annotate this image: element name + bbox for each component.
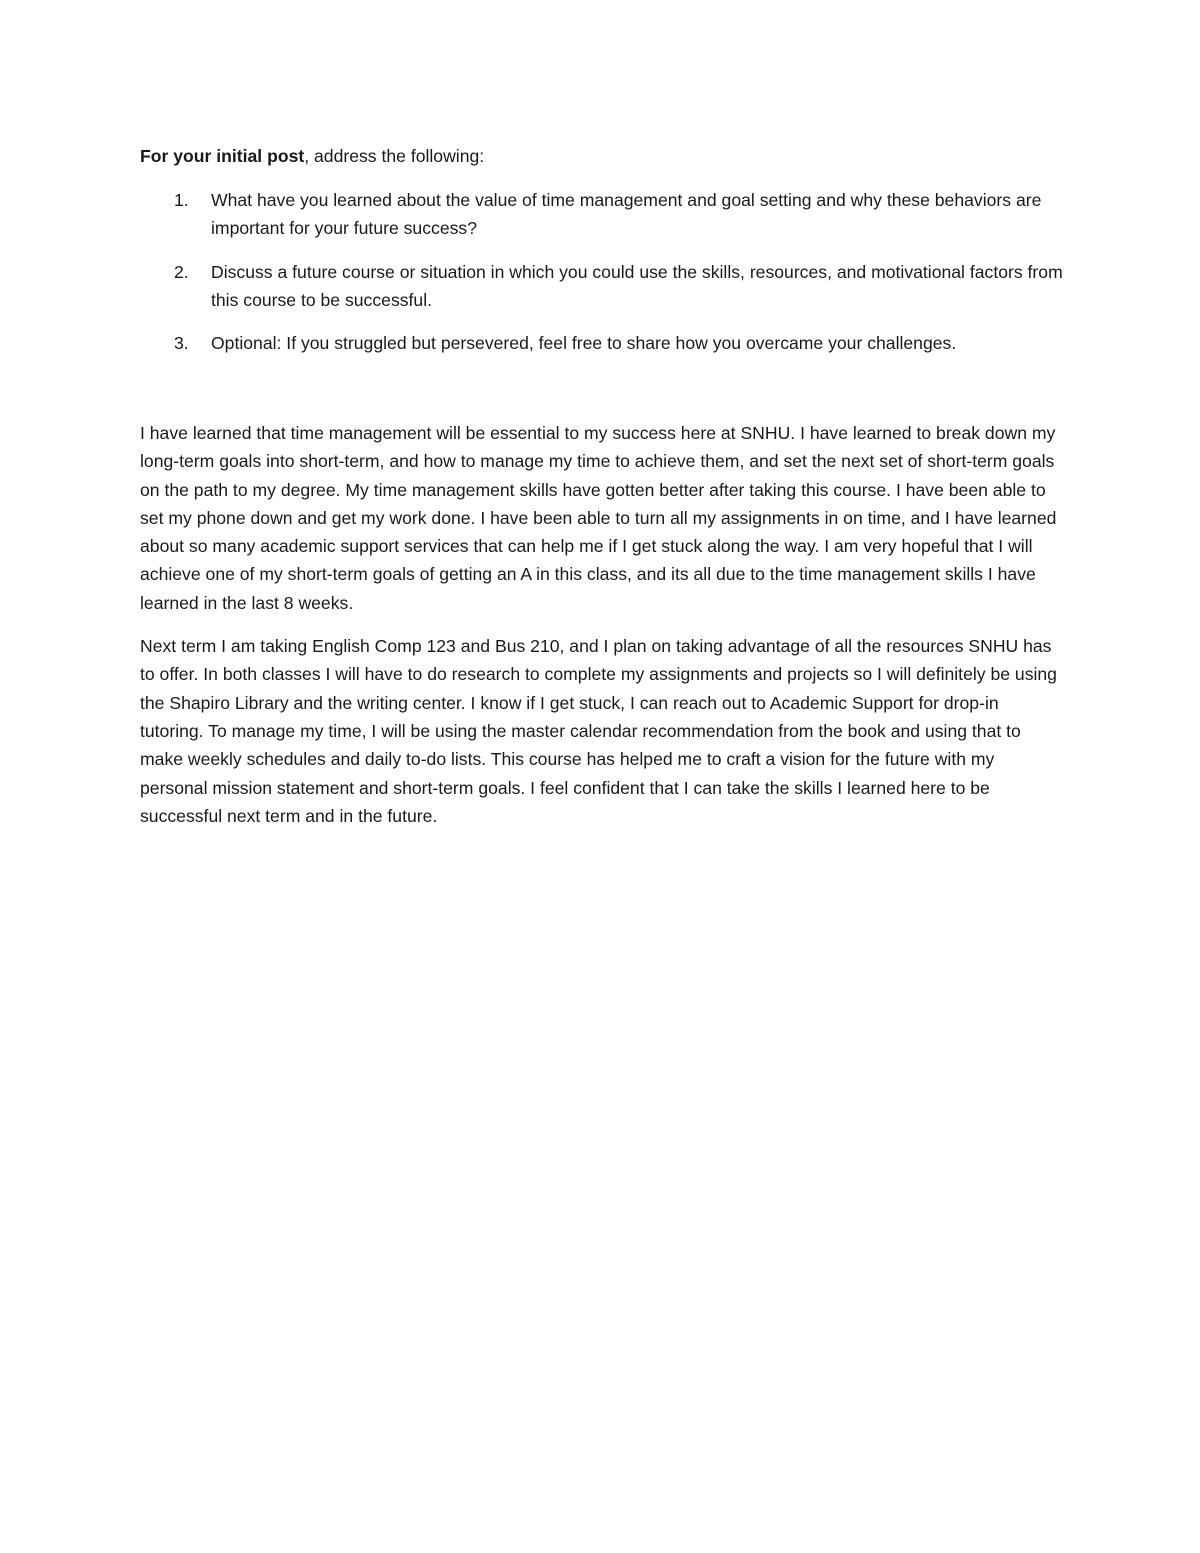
prompt-item-text: Discuss a future course or situation in which you could use the skills, resources, and motivational factors from this course to be successful. <box>211 261 1063 310</box>
response-paragraph-2: Next term I am taking English Comp 123 and Bus 210, and I plan on taking advantage of all the resources SNHU has to offer. In both classes I will have to do research to complete my assignments and projects so I will definitely be using the Shapiro Library and the writing center. I know if I get stuck, I can reach out to Academic Support for drop-in tutoring. To manage my time, I will be using the master calendar recommendation from the book and using that to make weekly schedules and daily to-do lists. This course has helped me to craft a vision for the future with my personal mission statement and short-term goals. I feel confident that I can take the skills I learned here to be successful next term and in the future. <box>140 636 1057 826</box>
prompt-item-text: Optional: If you struggled but persevered, feel free to share how you overcame your challenges. <box>211 333 957 354</box>
prompt-item-number: 3. <box>174 333 189 354</box>
prompt-intro <box>140 142 1060 170</box>
prompt-item-1 <box>140 186 1070 243</box>
prompt-list <box>140 186 1070 372</box>
prompt-item-2 <box>140 258 1070 315</box>
prompt-item-number: 1. <box>174 190 189 210</box>
prompt-intro-text: , address the following: <box>304 146 485 166</box>
response-body <box>140 419 1060 845</box>
response-paragraph-1: I have learned that time management will be essential to my success here at SNHU. I have learned to break down my long-term goals into short-term, and how to manage my time to achieve them, and set the next set of short-term goals on the path to my degree. My time management skills have gotten better after taking this course. I have been able to set my phone down and get my work done. I have been able to turn all my assignments in on time, and I have learned about so many academic support services that can help me if I get stuck along the way. I am very hopeful that I will achieve one of my short-term goals of getting an A in this class, and its all due to the time management skills I have learned in the last 8 weeks. <box>140 423 1057 613</box>
prompt-item-3 <box>140 329 1070 357</box>
prompt-intro-bold: For your initial post <box>140 146 305 166</box>
prompt-item-number: 2. <box>174 261 189 282</box>
prompt-item-text: What have you learned about the value of time management and goal setting and why these behaviors are important for your future success? <box>211 190 1042 239</box>
